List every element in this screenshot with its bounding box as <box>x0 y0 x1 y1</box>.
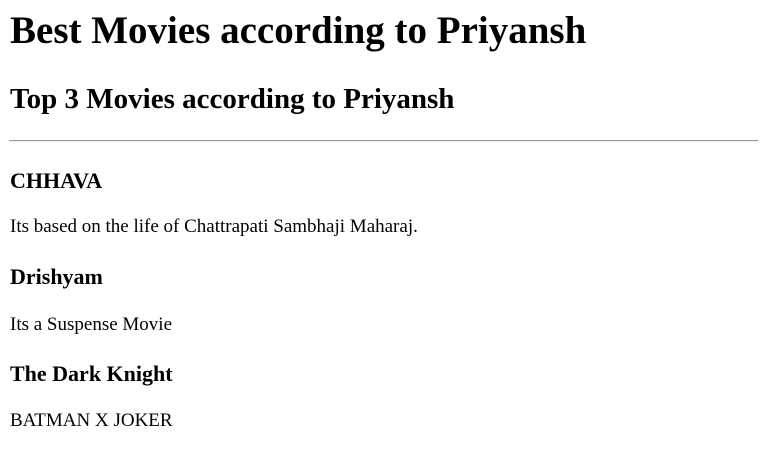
section-divider <box>9 140 758 142</box>
movie-title-dark-knight: The Dark Knight <box>10 361 173 386</box>
movie-description-chhava: Its based on the life of Chattrapati Sambhaji Maharaj. <box>10 216 418 237</box>
movie-description-dark-knight: BATMAN X JOKER <box>10 410 173 431</box>
movie-description-drishyam: Its a Suspense Movie <box>10 314 173 335</box>
movie-title-drishyam: Drishyam <box>10 264 103 289</box>
page-title: Best Movies according to Priyansh <box>10 9 587 52</box>
movie-title-chhava: CHHAVA <box>10 168 103 193</box>
page-subtitle: Top 3 Movies according to Priyansh <box>10 83 455 115</box>
